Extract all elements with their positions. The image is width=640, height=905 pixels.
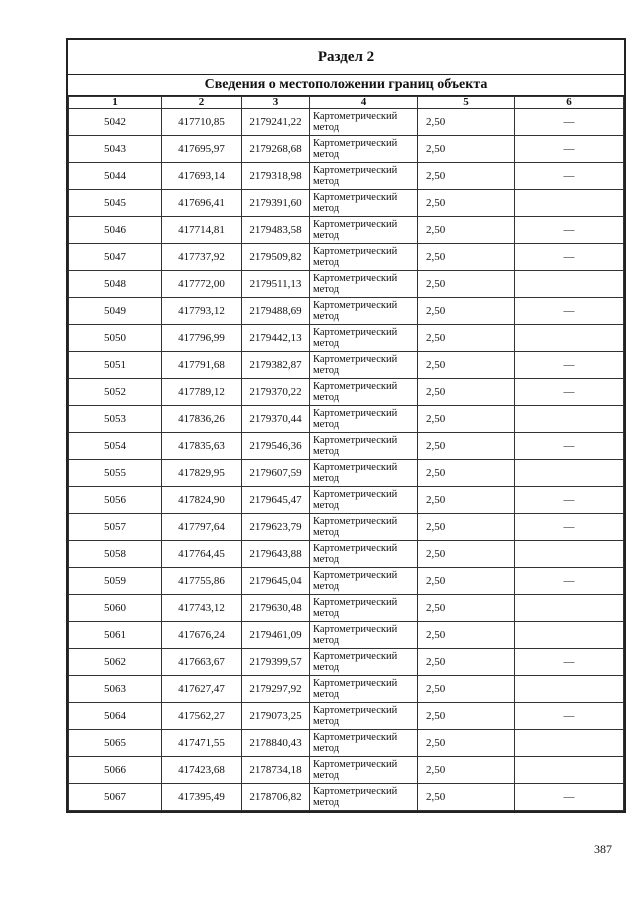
table-row bbox=[69, 190, 624, 217]
table-row bbox=[69, 163, 624, 190]
table-row bbox=[69, 325, 624, 352]
cell-c6: — bbox=[515, 433, 624, 460]
column-header: 3 bbox=[242, 97, 310, 109]
cell-c6 bbox=[515, 757, 624, 784]
cell-y: 2178840,43 bbox=[242, 730, 310, 757]
cell-x: 417764,45 bbox=[162, 541, 242, 568]
cell-acc: 2,50 bbox=[418, 325, 515, 352]
cell-method: Картометрический метод bbox=[310, 676, 418, 703]
cell-n: 5066 bbox=[69, 757, 162, 784]
table-row bbox=[69, 541, 624, 568]
cell-y: 2179607,59 bbox=[242, 460, 310, 487]
cell-n: 5055 bbox=[69, 460, 162, 487]
cell-acc: 2,50 bbox=[418, 136, 515, 163]
cell-acc: 2,50 bbox=[418, 298, 515, 325]
cell-y: 2179442,13 bbox=[242, 325, 310, 352]
cell-y: 2179370,44 bbox=[242, 406, 310, 433]
cell-n: 5050 bbox=[69, 325, 162, 352]
cell-acc: 2,50 bbox=[418, 784, 515, 811]
cell-acc: 2,50 bbox=[418, 487, 515, 514]
cell-acc: 2,50 bbox=[418, 568, 515, 595]
cell-n: 5042 bbox=[69, 109, 162, 136]
cell-method: Картометрический метод bbox=[310, 514, 418, 541]
cell-acc: 2,50 bbox=[418, 433, 515, 460]
cell-n: 5046 bbox=[69, 217, 162, 244]
cell-c6 bbox=[515, 541, 624, 568]
cell-method: Картометрический метод bbox=[310, 460, 418, 487]
cell-method: Картометрический метод bbox=[310, 703, 418, 730]
cell-n: 5047 bbox=[69, 244, 162, 271]
cell-x: 417829,95 bbox=[162, 460, 242, 487]
cell-method: Картометрический метод bbox=[310, 325, 418, 352]
cell-c6 bbox=[515, 271, 624, 298]
cell-x: 417793,12 bbox=[162, 298, 242, 325]
table-row bbox=[69, 568, 624, 595]
cell-n: 5067 bbox=[69, 784, 162, 811]
cell-n: 5044 bbox=[69, 163, 162, 190]
cell-c6: — bbox=[515, 109, 624, 136]
cell-acc: 2,50 bbox=[418, 406, 515, 433]
table-body bbox=[69, 109, 624, 811]
table-row bbox=[69, 460, 624, 487]
column-header: 4 bbox=[310, 97, 418, 109]
cell-acc: 2,50 bbox=[418, 109, 515, 136]
cell-acc: 2,50 bbox=[418, 217, 515, 244]
cell-x: 417676,24 bbox=[162, 622, 242, 649]
cell-x: 417796,99 bbox=[162, 325, 242, 352]
column-header: 6 bbox=[515, 97, 624, 109]
cell-x: 417423,68 bbox=[162, 757, 242, 784]
cell-n: 5053 bbox=[69, 406, 162, 433]
cell-y: 2179645,04 bbox=[242, 568, 310, 595]
cell-n: 5045 bbox=[69, 190, 162, 217]
cell-method: Картометрический метод bbox=[310, 784, 418, 811]
cell-y: 2179623,79 bbox=[242, 514, 310, 541]
cell-x: 417395,49 bbox=[162, 784, 242, 811]
cell-method: Картометрический метод bbox=[310, 541, 418, 568]
page-number: 387 bbox=[594, 842, 612, 856]
cell-method: Картометрический метод bbox=[310, 244, 418, 271]
cell-n: 5062 bbox=[69, 649, 162, 676]
cell-x: 417789,12 bbox=[162, 379, 242, 406]
table-row bbox=[69, 757, 624, 784]
cell-c6 bbox=[515, 325, 624, 352]
cell-x: 417695,97 bbox=[162, 136, 242, 163]
table-row bbox=[69, 217, 624, 244]
table-row bbox=[69, 622, 624, 649]
cell-c6: — bbox=[515, 136, 624, 163]
cell-y: 2179461,09 bbox=[242, 622, 310, 649]
cell-y: 2179645,47 bbox=[242, 487, 310, 514]
cell-n: 5051 bbox=[69, 352, 162, 379]
cell-c6: — bbox=[515, 379, 624, 406]
cell-method: Картометрический метод bbox=[310, 757, 418, 784]
cell-y: 2179391,60 bbox=[242, 190, 310, 217]
column-header: 2 bbox=[162, 97, 242, 109]
cell-method: Картометрический метод bbox=[310, 568, 418, 595]
cell-y: 2179488,69 bbox=[242, 298, 310, 325]
cell-x: 417663,67 bbox=[162, 649, 242, 676]
cell-y: 2179630,48 bbox=[242, 595, 310, 622]
cell-acc: 2,50 bbox=[418, 352, 515, 379]
cell-acc: 2,50 bbox=[418, 676, 515, 703]
table-row bbox=[69, 352, 624, 379]
cell-n: 5058 bbox=[69, 541, 162, 568]
cell-acc: 2,50 bbox=[418, 595, 515, 622]
cell-c6 bbox=[515, 730, 624, 757]
cell-c6: — bbox=[515, 568, 624, 595]
cell-y: 2179509,82 bbox=[242, 244, 310, 271]
cell-y: 2179483,58 bbox=[242, 217, 310, 244]
cell-y: 2179268,68 bbox=[242, 136, 310, 163]
column-header: 5 bbox=[418, 97, 515, 109]
cell-n: 5052 bbox=[69, 379, 162, 406]
table-row bbox=[69, 703, 624, 730]
cell-n: 5060 bbox=[69, 595, 162, 622]
cell-method: Картометрический метод bbox=[310, 298, 418, 325]
cell-y: 2179399,57 bbox=[242, 649, 310, 676]
cell-acc: 2,50 bbox=[418, 649, 515, 676]
document-sheet bbox=[66, 38, 626, 813]
cell-acc: 2,50 bbox=[418, 244, 515, 271]
cell-method: Картометрический метод bbox=[310, 433, 418, 460]
cell-acc: 2,50 bbox=[418, 541, 515, 568]
cell-n: 5063 bbox=[69, 676, 162, 703]
cell-y: 2179511,13 bbox=[242, 271, 310, 298]
cell-acc: 2,50 bbox=[418, 757, 515, 784]
cell-c6: — bbox=[515, 514, 624, 541]
cell-acc: 2,50 bbox=[418, 379, 515, 406]
table-row bbox=[69, 487, 624, 514]
cell-x: 417755,86 bbox=[162, 568, 242, 595]
cell-y: 2179073,25 bbox=[242, 703, 310, 730]
cell-x: 417471,55 bbox=[162, 730, 242, 757]
cell-acc: 2,50 bbox=[418, 622, 515, 649]
cell-c6 bbox=[515, 595, 624, 622]
cell-n: 5059 bbox=[69, 568, 162, 595]
table-row bbox=[69, 595, 624, 622]
cell-y: 2179382,87 bbox=[242, 352, 310, 379]
cell-acc: 2,50 bbox=[418, 271, 515, 298]
cell-c6 bbox=[515, 190, 624, 217]
coordinates-table bbox=[68, 96, 624, 811]
table-row bbox=[69, 136, 624, 163]
cell-acc: 2,50 bbox=[418, 703, 515, 730]
cell-x: 417797,64 bbox=[162, 514, 242, 541]
cell-n: 5049 bbox=[69, 298, 162, 325]
cell-method: Картометрический метод bbox=[310, 406, 418, 433]
cell-x: 417710,85 bbox=[162, 109, 242, 136]
cell-x: 417743,12 bbox=[162, 595, 242, 622]
table-row bbox=[69, 244, 624, 271]
table-row bbox=[69, 406, 624, 433]
table-row bbox=[69, 298, 624, 325]
table-row bbox=[69, 784, 624, 811]
cell-n: 5065 bbox=[69, 730, 162, 757]
table-row bbox=[69, 676, 624, 703]
cell-y: 2179297,92 bbox=[242, 676, 310, 703]
cell-method: Картометрический метод bbox=[310, 730, 418, 757]
cell-c6 bbox=[515, 622, 624, 649]
cell-y: 2179370,22 bbox=[242, 379, 310, 406]
cell-method: Картометрический метод bbox=[310, 217, 418, 244]
table-row bbox=[69, 109, 624, 136]
cell-c6: — bbox=[515, 784, 624, 811]
cell-acc: 2,50 bbox=[418, 730, 515, 757]
cell-c6 bbox=[515, 460, 624, 487]
cell-c6: — bbox=[515, 487, 624, 514]
cell-c6: — bbox=[515, 352, 624, 379]
cell-x: 417696,41 bbox=[162, 190, 242, 217]
cell-x: 417714,81 bbox=[162, 217, 242, 244]
cell-x: 417791,68 bbox=[162, 352, 242, 379]
cell-x: 417836,26 bbox=[162, 406, 242, 433]
table-header-row bbox=[69, 97, 624, 109]
table-row bbox=[69, 649, 624, 676]
cell-y: 2179643,88 bbox=[242, 541, 310, 568]
column-header: 1 bbox=[69, 97, 162, 109]
cell-method: Картометрический метод bbox=[310, 352, 418, 379]
cell-n: 5061 bbox=[69, 622, 162, 649]
section-title: Раздел 2 bbox=[68, 40, 624, 75]
cell-acc: 2,50 bbox=[418, 514, 515, 541]
cell-c6: — bbox=[515, 298, 624, 325]
cell-acc: 2,50 bbox=[418, 190, 515, 217]
cell-c6: — bbox=[515, 217, 624, 244]
cell-method: Картометрический метод bbox=[310, 136, 418, 163]
cell-x: 417562,27 bbox=[162, 703, 242, 730]
cell-n: 5064 bbox=[69, 703, 162, 730]
cell-x: 417835,63 bbox=[162, 433, 242, 460]
cell-method: Картометрический метод bbox=[310, 622, 418, 649]
cell-x: 417627,47 bbox=[162, 676, 242, 703]
table-row bbox=[69, 514, 624, 541]
cell-acc: 2,50 bbox=[418, 460, 515, 487]
cell-method: Картометрический метод bbox=[310, 649, 418, 676]
table-row bbox=[69, 379, 624, 406]
cell-c6: — bbox=[515, 649, 624, 676]
cell-method: Картометрический метод bbox=[310, 109, 418, 136]
cell-c6: — bbox=[515, 244, 624, 271]
cell-x: 417772,00 bbox=[162, 271, 242, 298]
cell-y: 2179241,22 bbox=[242, 109, 310, 136]
cell-x: 417824,90 bbox=[162, 487, 242, 514]
cell-y: 2178706,82 bbox=[242, 784, 310, 811]
table-row bbox=[69, 271, 624, 298]
cell-y: 2178734,18 bbox=[242, 757, 310, 784]
cell-n: 5054 bbox=[69, 433, 162, 460]
cell-n: 5043 bbox=[69, 136, 162, 163]
table-row bbox=[69, 730, 624, 757]
cell-method: Картометрический метод bbox=[310, 379, 418, 406]
cell-c6: — bbox=[515, 163, 624, 190]
cell-acc: 2,50 bbox=[418, 163, 515, 190]
cell-y: 2179318,98 bbox=[242, 163, 310, 190]
cell-n: 5057 bbox=[69, 514, 162, 541]
cell-method: Картометрический метод bbox=[310, 163, 418, 190]
cell-n: 5048 bbox=[69, 271, 162, 298]
cell-c6: — bbox=[515, 703, 624, 730]
cell-method: Картометрический метод bbox=[310, 595, 418, 622]
cell-n: 5056 bbox=[69, 487, 162, 514]
cell-method: Картометрический метод bbox=[310, 190, 418, 217]
cell-y: 2179546,36 bbox=[242, 433, 310, 460]
cell-c6 bbox=[515, 676, 624, 703]
section-subtitle: Сведения о местоположении границ объекта bbox=[68, 75, 624, 96]
cell-method: Картометрический метод bbox=[310, 487, 418, 514]
cell-method: Картометрический метод bbox=[310, 271, 418, 298]
cell-x: 417693,14 bbox=[162, 163, 242, 190]
cell-x: 417737,92 bbox=[162, 244, 242, 271]
table-row bbox=[69, 433, 624, 460]
cell-c6 bbox=[515, 406, 624, 433]
